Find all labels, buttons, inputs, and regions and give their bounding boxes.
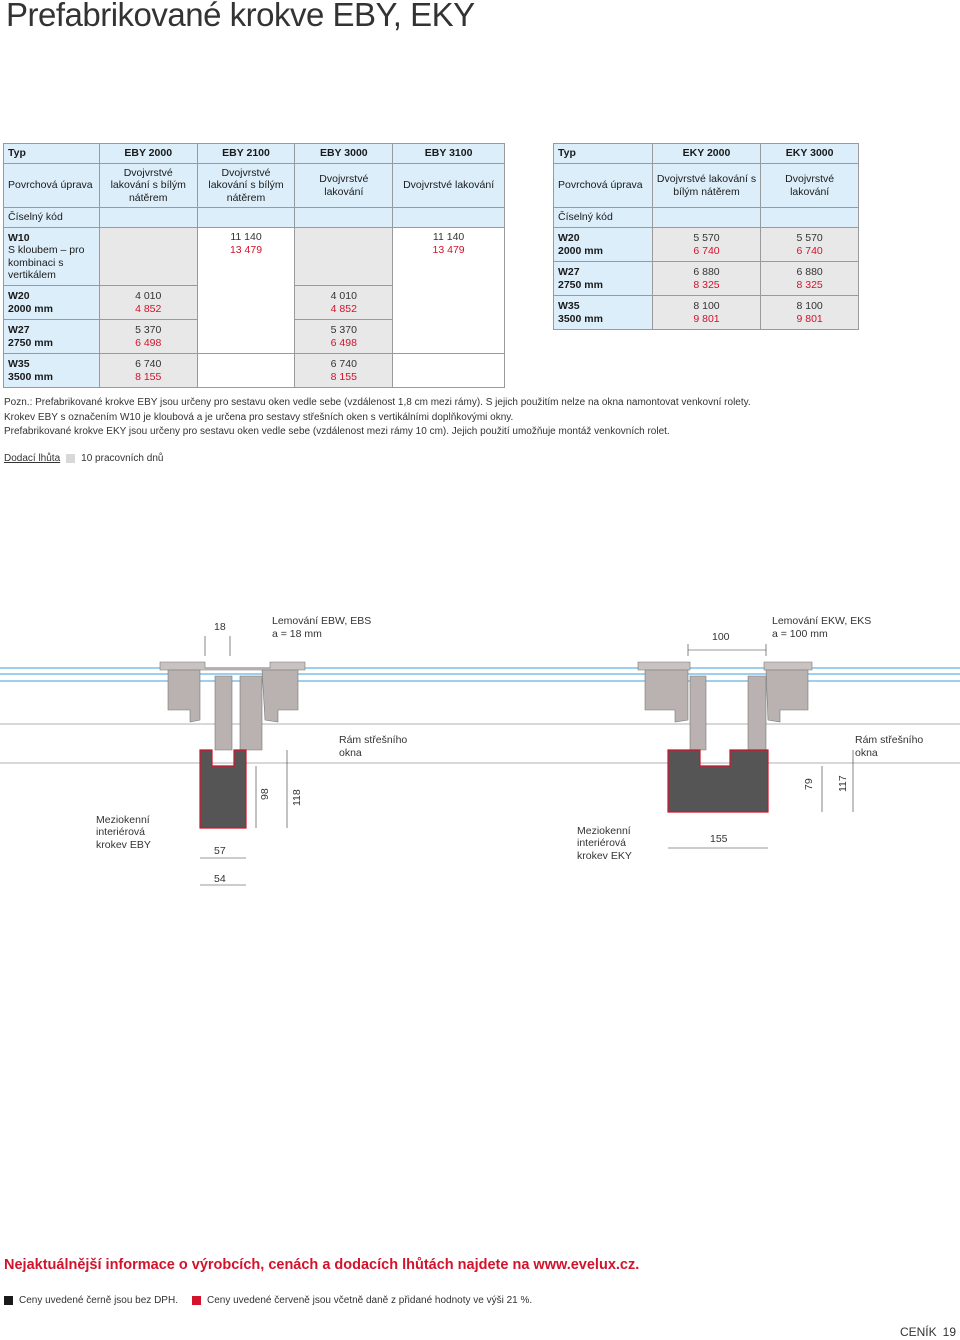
note-line: Krokev EBY s označením W10 je kloubová a je určena pro sestavy střešních oken s vertikálními doplňkovými okny. — [4, 411, 514, 423]
eby-typ-label: Typ — [4, 144, 100, 164]
price-red: 4 852 — [135, 302, 162, 315]
flashing-label: Lemování EKW, EKS — [772, 615, 872, 627]
price-cell — [197, 228, 295, 354]
price-cell — [652, 296, 761, 330]
legend-black-text: Ceny uvedené černě jsou bez DPH. — [19, 1295, 178, 1306]
price-cell — [295, 354, 393, 388]
flashing-label: a = 18 mm — [272, 628, 322, 640]
flashing-label: a = 100 mm — [772, 628, 828, 640]
eky-model-header: EKY 2000 — [652, 144, 761, 164]
price-red: 8 325 — [693, 278, 720, 291]
row-desc: 3500 mm — [8, 370, 53, 383]
price-black: 8 100 — [693, 300, 720, 312]
frame-label: Rám střešního — [855, 734, 924, 746]
price-black: 11 140 — [230, 231, 262, 243]
price-black: 5 370 — [135, 324, 162, 336]
row-desc: S kloubem – pro kombinaci s vertikálem — [8, 244, 85, 281]
eby-section — [96, 615, 407, 885]
price-cell — [652, 228, 761, 262]
price-black: 6 740 — [135, 358, 162, 370]
flashing-label: Lemování EBW, EBS — [272, 615, 372, 627]
eky-finish-label: Povrchová úprava — [554, 164, 653, 208]
eby-finish-cell: Dvojvrstvé lakování s bílým nátěrem — [99, 164, 197, 208]
row-code: W35 — [558, 300, 580, 312]
promo-text: Nejaktuálnější informace o výrobcích, cenách a dodacích lhůtách najdete na www.evelux.cz. — [4, 1257, 640, 1273]
footer-label: CENÍK — [899, 1325, 937, 1339]
row-desc: 3500 mm — [558, 312, 603, 325]
price-black: 4 010 — [330, 290, 357, 302]
price-red: 8 325 — [796, 278, 823, 291]
price-red: 6 740 — [693, 244, 720, 257]
row-code: W27 — [8, 324, 30, 336]
price-red: 6 498 — [135, 336, 162, 349]
eby-row-w20 — [4, 286, 100, 320]
row-code: W10 — [8, 231, 30, 244]
note-line: Pozn.: Prefabrikované krokve EBY jsou určeny pro sestavu oken vedle sebe (vzdálenost 1,8 cm mezi rámy). S jejich použitím nelze na okna namontovat venkovní rolety. — [4, 397, 751, 408]
price-black: 4 010 — [135, 290, 162, 302]
row-code: W35 — [8, 358, 30, 370]
frame-label: okna — [339, 747, 362, 759]
rafter-label: interiérová — [96, 826, 146, 838]
price-red: 9 801 — [796, 312, 823, 325]
price-red: 4 852 — [330, 302, 357, 315]
eky-model-header: EKY 3000 — [761, 144, 859, 164]
eky-typ-label: Typ — [554, 144, 653, 164]
price-cell — [652, 262, 761, 296]
price-cell — [761, 262, 859, 296]
eby-model-header: EBY 2000 — [99, 144, 197, 164]
row-desc: 2000 mm — [8, 302, 53, 315]
row-code: W20 — [8, 290, 30, 302]
dim-label: 118 — [291, 789, 303, 806]
price-black: 5 570 — [693, 232, 720, 244]
page-number: 19 — [942, 1325, 956, 1339]
delivery-info — [4, 453, 163, 464]
row-code: W20 — [558, 232, 580, 244]
frame-label: okna — [855, 747, 878, 759]
price-black: 8 100 — [796, 300, 823, 312]
eby-finish-cell: Dvojvrstvé lakování — [393, 164, 505, 208]
price-cell — [295, 320, 393, 354]
eby-row-w35 — [4, 354, 100, 388]
eky-row-w35 — [554, 296, 653, 330]
black-square-icon — [4, 1296, 13, 1305]
rafter-label: krokev EKY — [577, 850, 632, 862]
dim-label: 100 — [712, 631, 730, 643]
price-legend — [4, 1295, 532, 1306]
price-cell — [393, 228, 505, 354]
red-square-icon — [192, 1296, 201, 1305]
eby-row-w27 — [4, 320, 100, 354]
eky-code-label: Číselný kód — [554, 208, 653, 228]
eby-price-table — [3, 143, 505, 388]
price-black: 5 570 — [796, 232, 823, 244]
eby-model-header: EBY 3000 — [295, 144, 393, 164]
page-footer — [894, 1325, 956, 1339]
eby-finish-label: Povrchová úprava — [4, 164, 100, 208]
row-desc: 2000 mm — [558, 244, 603, 257]
price-red: 8 155 — [135, 370, 162, 383]
eby-model-header: EBY 2100 — [197, 144, 295, 164]
row-desc: 2750 mm — [558, 278, 603, 291]
notes — [4, 396, 904, 440]
glazing-lines — [0, 668, 960, 763]
rafter-label: krokev EBY — [96, 839, 151, 851]
price-cell — [99, 286, 197, 320]
eky-row-w27 — [554, 262, 653, 296]
grey-square-icon — [66, 454, 75, 463]
dim-label: 155 — [710, 833, 728, 845]
eby-row-w10 — [4, 228, 100, 286]
eby-code-label: Číselný kód — [4, 208, 100, 228]
price-red: 8 155 — [330, 370, 357, 383]
price-cell — [295, 286, 393, 320]
eky-row-w20 — [554, 228, 653, 262]
dim-label: 57 — [214, 845, 226, 857]
price-black: 6 880 — [693, 266, 720, 278]
delivery-label: Dodací lhůta — [4, 453, 61, 464]
frame-label: Rám střešního — [339, 734, 408, 746]
price-black: 6 740 — [330, 358, 357, 370]
eky-price-table — [553, 143, 859, 330]
price-red: 6 740 — [796, 244, 823, 257]
dim-label: 117 — [837, 775, 849, 792]
legend-red-text: Ceny uvedené červeně jsou včetně daně z přidané hodnoty ve výši 21 %. — [206, 1295, 533, 1306]
eky-finish-cell: Dvojvrstvé lakování s bílým nátěrem — [652, 164, 761, 208]
eby-finish-cell: Dvojvrstvé lakování s bílým nátěrem — [197, 164, 295, 208]
price-black: 11 140 — [432, 231, 465, 243]
price-cell — [99, 320, 197, 354]
note-line: Prefabrikované krokve EKY jsou určeny pro sestavu oken vedle sebe (vzdálenost mezi rámy 10 cm). Jejich použití umožňuje montáž venkovních rolet. — [4, 426, 670, 438]
rafter-label: Meziokenní — [96, 814, 150, 826]
dim-label: 54 — [214, 873, 226, 885]
price-red: 13 479 — [432, 243, 465, 256]
rafter-label: interiérová — [577, 837, 627, 849]
price-cell — [99, 354, 197, 388]
rafter-cross-section-diagram — [0, 600, 960, 900]
dim-label: 98 — [259, 788, 271, 800]
row-code: W27 — [558, 266, 580, 278]
price-cell — [761, 296, 859, 330]
price-red: 9 801 — [693, 312, 720, 325]
page-title: Prefabrikované krokve EBY, EKY — [6, 0, 475, 33]
dim-label: 79 — [803, 778, 815, 790]
eby-finish-cell: Dvojvrstvé lakování — [295, 164, 393, 208]
price-cell — [761, 228, 859, 262]
eky-section — [577, 615, 923, 862]
dim-label: 18 — [214, 621, 226, 633]
delivery-value: 10 pracovních dnů — [81, 453, 164, 464]
price-red: 13 479 — [229, 243, 263, 256]
eby-model-header: EBY 3100 — [393, 144, 505, 164]
row-desc: 2750 mm — [8, 336, 53, 349]
price-black: 6 880 — [796, 266, 823, 278]
price-black: 5 370 — [330, 324, 357, 336]
eky-finish-cell: Dvojvrstvé lakování — [761, 164, 859, 208]
rafter-label: Meziokenní — [577, 825, 631, 837]
price-red: 6 498 — [330, 336, 357, 349]
